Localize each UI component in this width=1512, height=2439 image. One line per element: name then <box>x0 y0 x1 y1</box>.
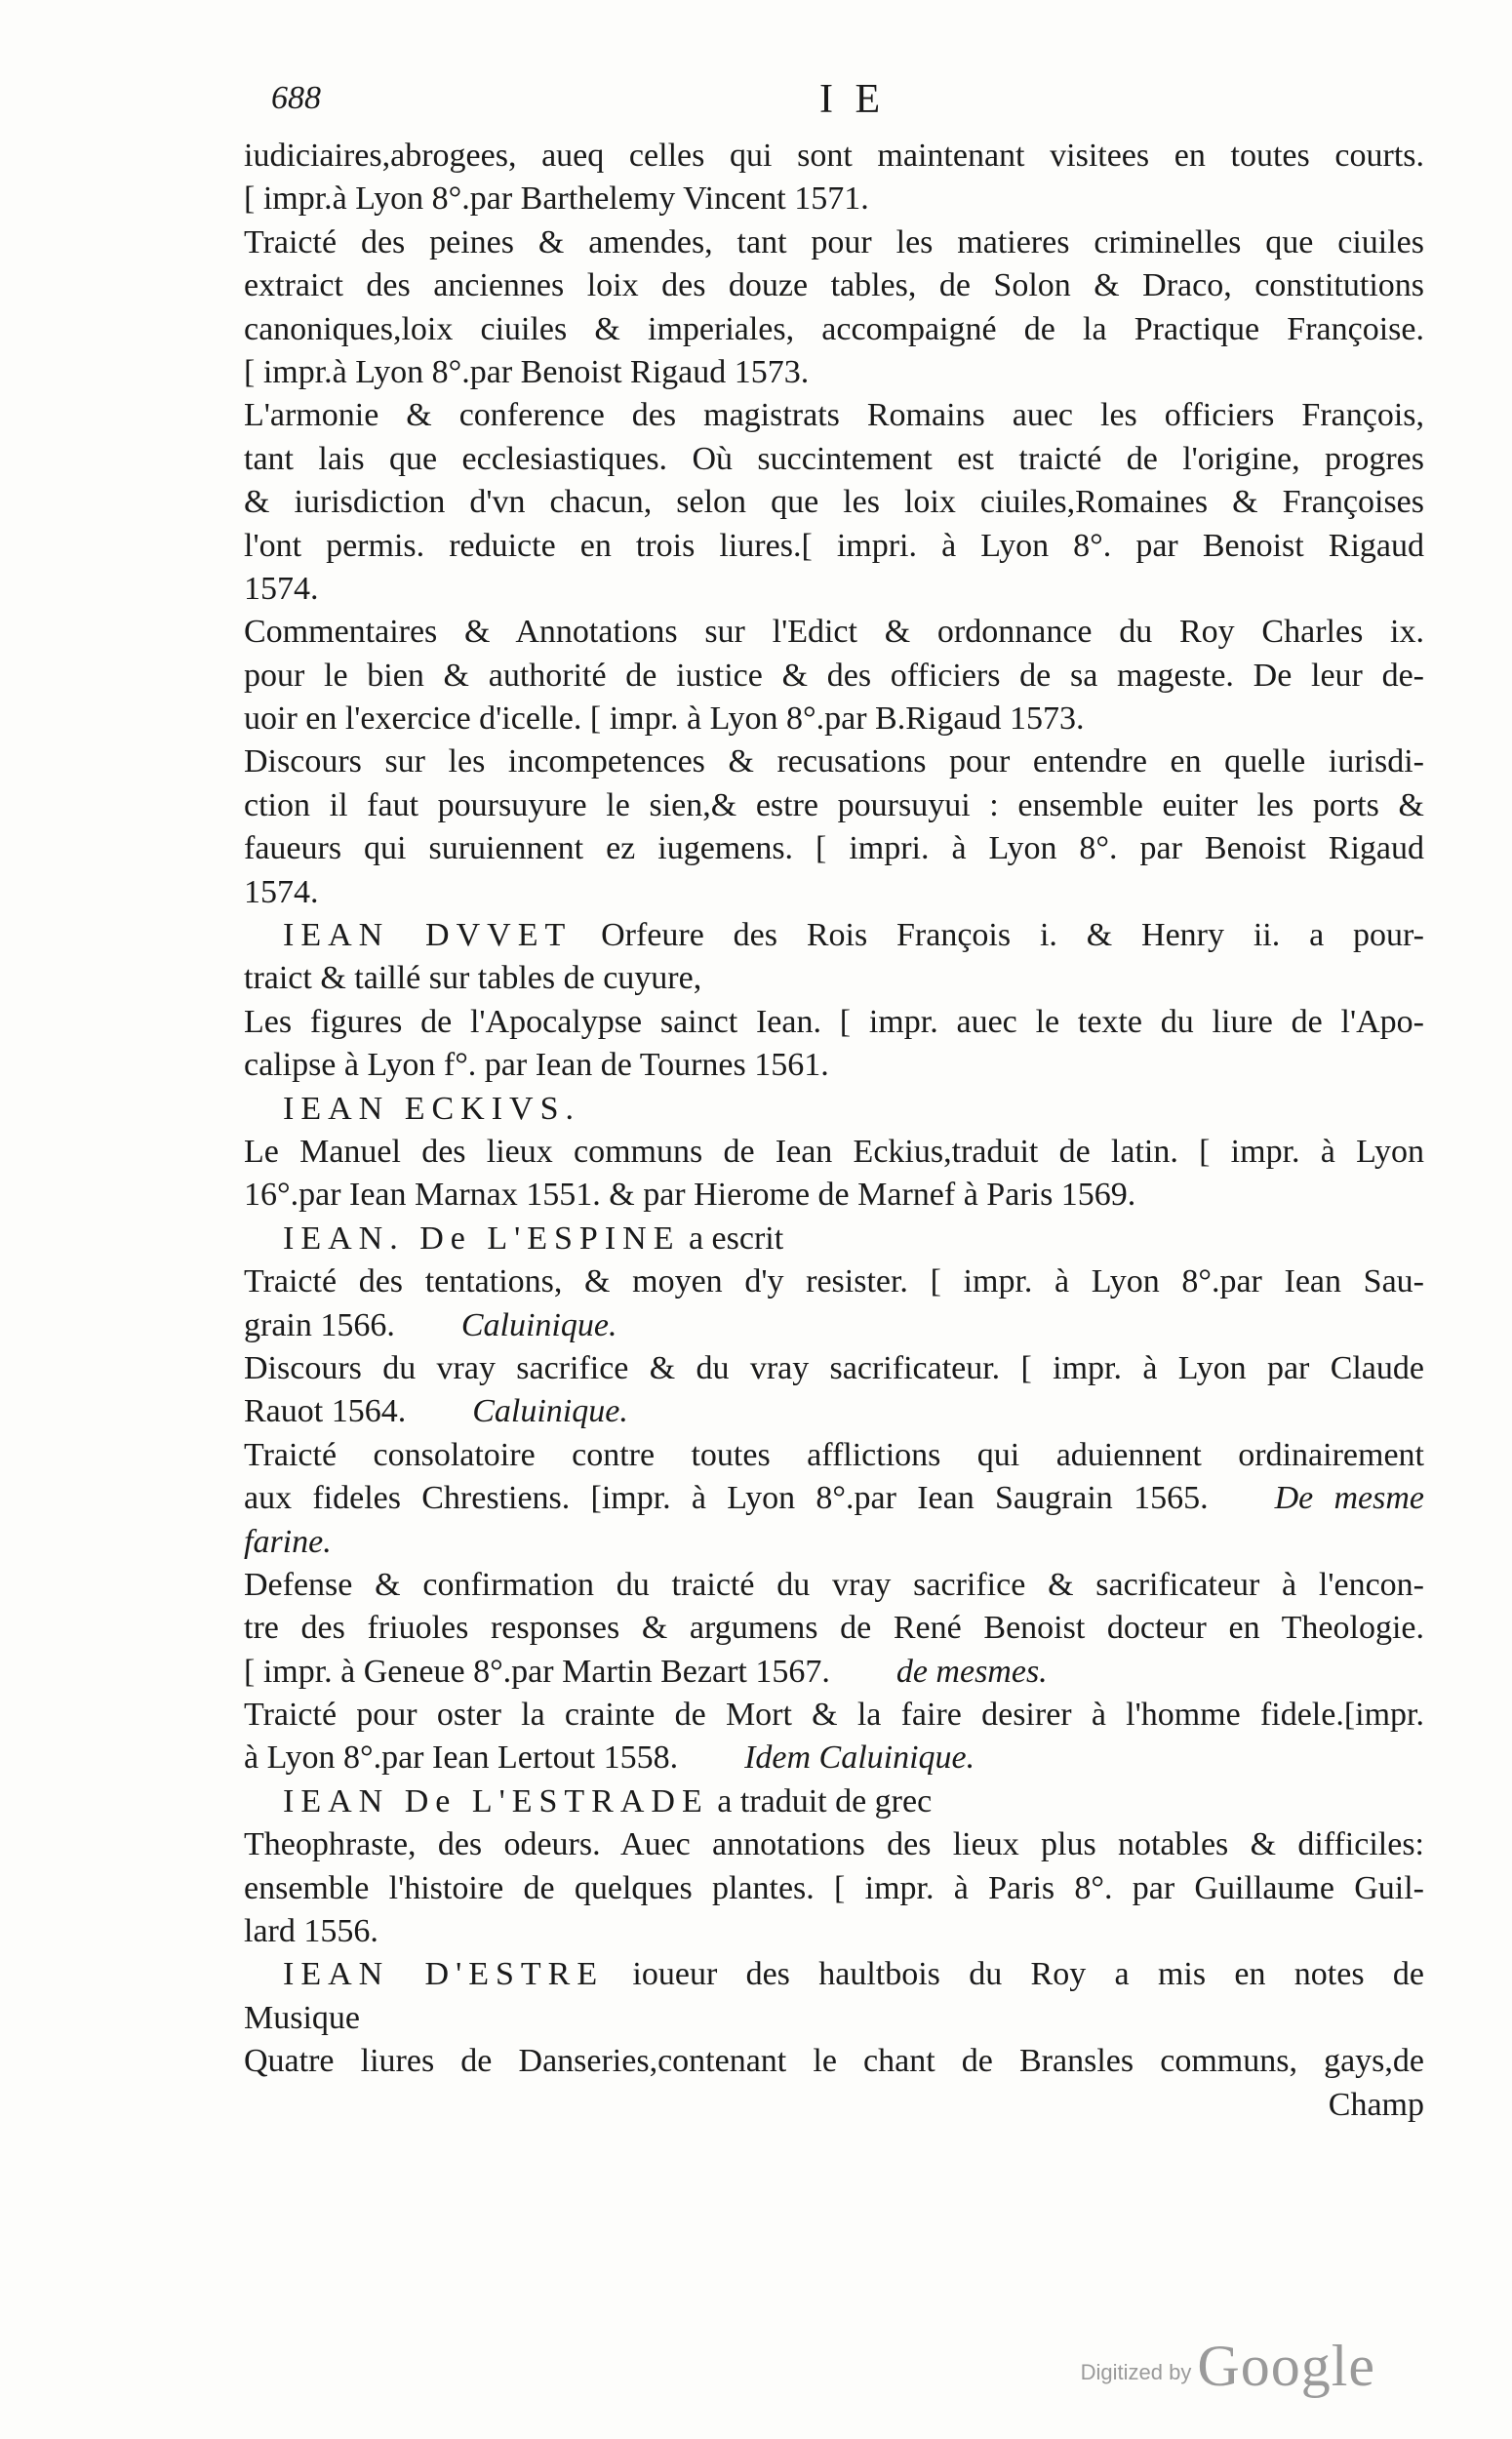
line-text: tant lais que ecclesiastiques. Où succintement est traicté de l'origine, progres <box>244 440 1424 477</box>
text-line <box>244 827 1424 870</box>
text-line <box>244 1564 1424 1607</box>
text-line <box>244 1131 1424 1174</box>
text-line <box>244 178 1424 220</box>
text-line <box>244 1651 1424 1694</box>
text-line <box>244 2040 1424 2083</box>
author-name: IEAN De L'ESTRADE <box>283 1782 709 1819</box>
italic-note: Caluinique. <box>472 1393 628 1430</box>
italic-note: de mesmes. <box>895 1653 1048 1690</box>
line-text: canoniques,loix ciuiles & imperiales, accompaigné de la Practique Françoise. <box>244 310 1424 347</box>
line-text: [ impr. à Geneue 8°.par Martin Bezart 1567. <box>244 1653 830 1690</box>
text-line <box>244 1001 1424 1044</box>
line-text: calipse à Lyon f°. par Iean de Tournes 1561. <box>244 1047 829 1084</box>
text-line <box>244 1304 1424 1347</box>
text-line <box>244 611 1424 654</box>
author-heading <box>244 1780 1424 1823</box>
author-name: IEAN. De L'ESPINE <box>283 1220 681 1257</box>
digitized-by-label: Digitized by <box>1080 2360 1192 2384</box>
digitization-watermark <box>1081 2333 1375 2400</box>
author-heading <box>244 914 1424 957</box>
text-line <box>244 1347 1424 1390</box>
italic-note: Idem Caluinique. <box>744 1739 975 1777</box>
text-line <box>244 1607 1424 1650</box>
author-description: ioueur des haultbois du Roy a mis en notes de <box>604 1956 1424 1993</box>
text-line <box>244 1044 1424 1087</box>
line-text: Champ <box>1328 2086 1424 2123</box>
line-text: l'ont permis. reduicte en trois liures.[ impri. à Lyon 8°. par Benoist Rigaud <box>244 527 1424 564</box>
line-text: tre des friuoles responses & argumens de René Benoist docteur en Theologie. <box>244 1610 1424 1647</box>
text-line <box>244 655 1424 698</box>
text-line <box>244 1390 1424 1433</box>
line-text: Discours du vray sacrifice & du vray sacrificateur. [ impr. à Lyon par Claude <box>244 1349 1424 1386</box>
author-description: a traduit de grec <box>708 1782 933 1819</box>
text-line <box>244 2084 1424 2127</box>
page-number: 688 <box>271 80 321 116</box>
text-line <box>244 221 1424 264</box>
italic-note: Caluinique. <box>460 1306 617 1343</box>
line-text: extraict des anciennes loix des douze tables, de Solon & Draco, constitutions <box>244 267 1424 304</box>
text-line <box>244 871 1424 914</box>
line-text: traict & taillé sur tables de cuyure, <box>244 960 702 997</box>
line-text: pour le bien & authorité de iustice & des officiers de sa mageste. De leur de- <box>244 657 1424 694</box>
line-text: Discours sur les incompetences & recusations pour entendre en quelle iurisdi- <box>244 743 1424 780</box>
text-line <box>244 1867 1424 1910</box>
line-text: uoir en l'exercice d'icelle. [ impr. à Lyon 8°.par B.Rigaud 1573. <box>244 700 1085 738</box>
author-name: IEAN ECKIVS. <box>283 1090 580 1127</box>
line-text: [ impr.à Lyon 8°.par Barthelemy Vincent 1571. <box>244 180 869 218</box>
text-line <box>244 1823 1424 1866</box>
text-line <box>244 1521 1424 1564</box>
line-text: Les figures de l'Apocalypse sainct Iean. [ impr. auec le texte du liure de l'Apo- <box>244 1003 1424 1040</box>
author-heading <box>244 1953 1424 1996</box>
text-line <box>244 1997 1424 2040</box>
author-name: IEAN D'ESTRE <box>283 1956 605 1993</box>
text-line <box>244 784 1424 827</box>
line-text: 16°.par Iean Marnax 1551. & par Hierome de Marnef à Paris 1569. <box>244 1177 1136 1214</box>
line-text: Le Manuel des lieux communs de Iean Eckius,traduit de latin. [ impr. à Lyon <box>244 1133 1424 1170</box>
line-text: 1574. <box>244 873 319 910</box>
line-text: Traicté consolatoire contre toutes afflictions qui aduiennent ordinairement <box>244 1436 1424 1473</box>
line-text: Musique <box>244 1999 360 2036</box>
text-line <box>244 135 1424 178</box>
line-text: 1574. <box>244 570 319 607</box>
line-text: Traicté des tentations, & moyen d'y resister. [ impr. à Lyon 8°.par Iean Sau- <box>244 1263 1424 1300</box>
line-text: Commentaires & Annotations sur l'Edict & ordonnance du Roy Charles ix. <box>244 614 1424 651</box>
italic-note: De mesme <box>1274 1480 1424 1517</box>
line-text: Quatre liures de Danseries,contenant le chant de Bransles communs, gays,de <box>244 2043 1424 2080</box>
text-line <box>244 957 1424 1000</box>
author-heading <box>244 1218 1424 1260</box>
page-header <box>0 68 1512 127</box>
line-text: [ impr.à Lyon 8°.par Benoist Rigaud 1573. <box>244 353 810 390</box>
line-text: aux fideles Chrestiens. [impr. à Lyon 8°.par Iean Saugrain 1565. <box>244 1480 1209 1517</box>
line-text: iudiciaires,abrogees, aueq celles qui sont maintenant visitees en toutes courts. <box>244 138 1424 174</box>
author-heading <box>244 1088 1424 1131</box>
text-line <box>244 740 1424 783</box>
running-head: I E <box>819 77 887 122</box>
text-line <box>244 1174 1424 1217</box>
text-line <box>244 438 1424 481</box>
line-text: Traicté des peines & amendes, tant pour les matieres criminelles que ciuiles <box>244 223 1424 260</box>
line-text: grain 1566. <box>244 1306 395 1343</box>
text-line <box>244 1477 1424 1520</box>
line-text: lard 1556. <box>244 1913 378 1950</box>
line-text: ction il faut poursuyure le sien,& estre poursuyui : ensemble euiter les ports & <box>244 786 1424 823</box>
text-line <box>244 1694 1424 1737</box>
text-line <box>244 394 1424 437</box>
author-description: Orfeure des Rois François i. & Henry ii. a pour- <box>572 917 1424 954</box>
line-text: à Lyon 8°.par Iean Lertout 1558. <box>244 1739 679 1777</box>
italic-note: farine. <box>244 1523 332 1560</box>
author-description: a escrit <box>680 1220 784 1257</box>
line-text: faueurs qui suruiennent ez iugemens. [ impri. à Lyon 8°. par Benoist Rigaud <box>244 830 1424 867</box>
author-name: IEAN DVVET <box>283 917 573 954</box>
line-text: ensemble l'histoire de quelques plantes. [ impr. à Paris 8°. par Guillaume Guil- <box>244 1869 1424 1906</box>
text-line <box>244 1434 1424 1477</box>
line-text: Rauot 1564. <box>244 1393 407 1430</box>
body-text <box>244 135 1424 2127</box>
text-line <box>244 525 1424 568</box>
text-line <box>244 1910 1424 1953</box>
line-text: Defense & confirmation du traicté du vray sacrifice & sacrificateur à l'encon- <box>244 1566 1424 1603</box>
text-line <box>244 1260 1424 1303</box>
text-line <box>244 698 1424 740</box>
line-text: Traicté pour oster la crainte de Mort & la faire desirer à l'homme fidele.[impr. <box>244 1697 1424 1734</box>
text-line <box>244 481 1424 524</box>
text-line <box>244 308 1424 351</box>
text-line <box>244 351 1424 394</box>
text-line <box>244 568 1424 611</box>
text-line <box>244 264 1424 307</box>
line-text: L'armonie & conference des magistrats Romains auec les officiers François, <box>244 397 1424 434</box>
google-logo: Google <box>1197 2334 1375 2398</box>
line-text: Theophraste, des odeurs. Auec annotations des lieux plus notables & difficiles: <box>244 1826 1424 1863</box>
line-text: & iurisdiction d'vn chacun, selon que les loix ciuiles,Romaines & Françoises <box>244 484 1424 521</box>
text-line <box>244 1737 1424 1779</box>
